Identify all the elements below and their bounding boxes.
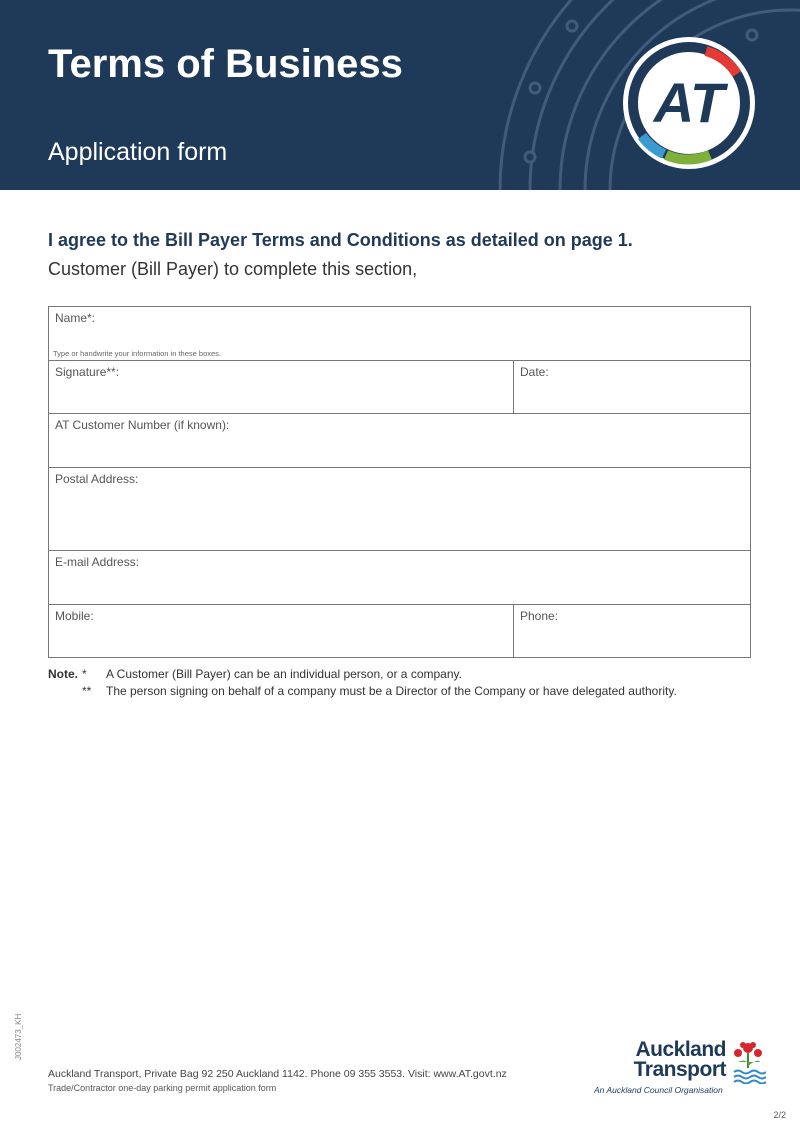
date-field[interactable] bbox=[513, 361, 750, 413]
notes bbox=[48, 666, 677, 700]
note-label: Note. bbox=[48, 667, 78, 681]
phone-label: Phone: bbox=[520, 609, 559, 623]
pohutukawa-icon bbox=[730, 1040, 766, 1084]
email-field[interactable] bbox=[49, 551, 750, 604]
customer-number-field[interactable] bbox=[49, 414, 750, 467]
footer-address: Auckland Transport, Private Bag 92 250 Auckland 1142. Phone 09 355 3553. Visit: www.AT.govt.nz bbox=[48, 1068, 507, 1080]
page-title: Terms of Business bbox=[48, 42, 403, 86]
brand-name: Auckland Transport bbox=[633, 1038, 726, 1081]
postal-address-label: Postal Address: bbox=[55, 472, 139, 486]
note-1: A Customer (Bill Payer) can be an individual person, or a company. bbox=[106, 667, 462, 681]
date-label: Date: bbox=[520, 365, 549, 379]
name-label: Name*: bbox=[55, 311, 96, 325]
bill-payer-form bbox=[48, 306, 751, 658]
phone-field[interactable] bbox=[513, 605, 750, 657]
signature-label: Signature**: bbox=[55, 365, 120, 379]
customer-number-label: AT Customer Number (if known): bbox=[55, 418, 230, 432]
at-logo-icon bbox=[622, 36, 756, 170]
signature-field[interactable] bbox=[49, 361, 513, 413]
section-instruction: Customer (Bill Payer) to complete this section, bbox=[48, 259, 418, 279]
form-hint: Type or handwrite your information in these boxes. bbox=[53, 349, 222, 358]
postal-address-field[interactable] bbox=[49, 468, 750, 550]
mobile-label: Mobile: bbox=[55, 609, 94, 623]
document-code: J002473_KH bbox=[14, 1013, 23, 1060]
header-banner bbox=[0, 0, 800, 190]
note-2: The person signing on behalf of a company must be a Director of the Company or have delegated authority. bbox=[106, 684, 677, 698]
note-marker: * bbox=[82, 667, 87, 681]
brand-subtitle: An Auckland Council Organisation bbox=[594, 1085, 723, 1095]
svg-text:AT: AT bbox=[653, 71, 725, 134]
page-subtitle: Application form bbox=[48, 138, 228, 166]
email-label: E-mail Address: bbox=[55, 555, 140, 569]
agreement-statement: I agree to the Bill Payer Terms and Conditions as detailed on page 1. bbox=[48, 230, 633, 250]
note-marker: ** bbox=[82, 684, 92, 698]
mobile-field[interactable] bbox=[49, 605, 513, 657]
name-field[interactable] bbox=[49, 307, 750, 360]
footer-form-name: Trade/Contractor one-day parking permit application form bbox=[48, 1083, 277, 1093]
page-number: 2/2 bbox=[773, 1110, 786, 1120]
